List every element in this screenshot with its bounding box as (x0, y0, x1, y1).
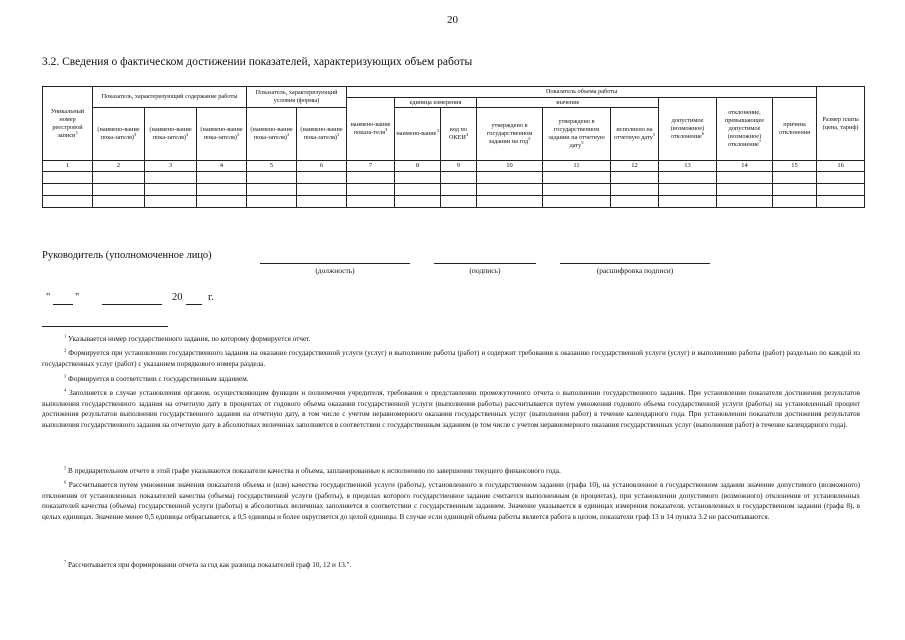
decoding-line (560, 263, 710, 264)
signature-caption: (подпись) (469, 266, 501, 275)
col-num: 15 (773, 161, 817, 172)
col-num: 11 (543, 161, 611, 172)
col-num: 14 (717, 161, 773, 172)
col-num: 10 (477, 161, 543, 172)
footnote-3: $^3$ Формируется в соответствии с государственным заданием. (64, 373, 249, 383)
col-num: 12 (611, 161, 659, 172)
position-line (260, 263, 410, 264)
date-quote-open: " (46, 292, 51, 303)
col-num: 6 (297, 161, 347, 172)
signature-line (434, 263, 536, 264)
col-num: 5 (247, 161, 297, 172)
col-content-indicator: Показатель, характеризующий содержание работы (93, 87, 247, 108)
date-suffix: г. (208, 292, 214, 303)
date-month-line (102, 304, 162, 305)
col-value: значение (477, 98, 659, 108)
col-approved-date: утверждено в государственном задании на отчетную дату$^5$ (543, 108, 611, 161)
col-exceeding-deviation: отклонение, превышающее допустимое (возможное) отклонение$^7$ (717, 98, 773, 161)
col-deviation-reason: причина отклонения (773, 98, 817, 161)
col-indicator-name: наимено-вание показа-теля$^3$ (347, 98, 395, 161)
col-unique-number: Уникальный номер реестровой записи$^3$ (43, 87, 93, 161)
col-sub-name-3: (наимено-вание пока-зателя)$^3$ (197, 108, 247, 161)
decoding-caption: (расшифровка подписи) (596, 266, 674, 275)
table-row (43, 196, 865, 208)
table-row (43, 184, 865, 196)
footnote-separator (42, 326, 168, 327)
page-number: 20 (447, 14, 458, 26)
col-unit: единица измерения (395, 98, 477, 108)
col-sub-name-4: (наимено-вание пока-зателя)$^3$ (247, 108, 297, 161)
volume-table (42, 86, 865, 208)
col-num: 7 (347, 161, 395, 172)
section-heading: 3.2. Сведения о фактическом достижении показателей, характеризующих объем работы (42, 56, 473, 68)
col-num: 4 (197, 161, 247, 172)
col-okei-code: код по ОКЕИ$^3$ (441, 108, 477, 161)
column-numbers-row (43, 161, 865, 172)
head-label: Руководитель (уполномоченное лицо) (42, 250, 212, 261)
date-year-line (186, 304, 202, 305)
table-row (43, 172, 865, 184)
col-allowed-deviation: допустимое (возможное) отклонение$^6$ (659, 98, 717, 161)
date-day-line (53, 304, 73, 305)
col-num: 2 (93, 161, 145, 172)
col-approved-year: утверждено в государственном задании на год$^3$ (477, 108, 543, 161)
col-num: 9 (441, 161, 477, 172)
col-num: 1 (43, 161, 93, 172)
footnote-1: $^1$ Указывается номер государственного задания, по которому формируется отчет. (64, 333, 311, 343)
col-executed-date: исполнено на отчетную дату$^5$ (611, 108, 659, 161)
date-century: 20 (172, 292, 183, 303)
col-volume-indicator: Показатель объема работы (347, 87, 817, 98)
col-fee-size: Размер платы (цена, тариф) (817, 87, 865, 161)
col-num: 8 (395, 161, 441, 172)
footnote-5: $^5$ В предварительном отчете в этой графе указываются показатели качества и объема, запланированные к исполнению по завершении текущего финансового года. (64, 465, 561, 475)
position-caption: (должность) (315, 266, 355, 275)
col-num: 3 (145, 161, 197, 172)
footnote-4: $^4$ Заполняется в случае установления органом, осуществляющим функции и полномочия учредителя, требования о представлении промежуточного отчета о выполнении государственного задания. При установлении показателя достижения результатов выполнения государственного задания на отчетную дату в процентах от годового объема оказания государственной услуги (выполнения работы) рассчитывается путем умножения годового объема государственной услуги (работы) на установленный процент достижения результатов выполнения государственного задания на отчетную дату, в том числе с учетом неравномерного оказания государственных услуг (выполнения работ) в течение календарного года. При установлении показателя достижения результатов выполнения государственного задания на отчетную дату в абсолютных величинах заполняется в соответствии с государственным заданием (в том числе с учетом неравномерного оказания государственных услуг (выполнения работ) в течение календарного года). (42, 387, 860, 429)
col-num: 13 (659, 161, 717, 172)
col-sub-name-1: (наимено-вание пока-зателя)$^3$ (93, 108, 145, 161)
col-num: 16 (817, 161, 865, 172)
footnote-2: $^2$ Формируется при установлении государственного задания на оказание государственной услуги (услуг) и выполнение работы (работ) и содержит требования к оказанию государственной услуги (услуг) и выполнению работы (работ) раздельно по каждой из государственных услуг (работ) с указанием порядкового номера раздела. (42, 347, 860, 368)
footnote-7: $^7$ Рассчитывается при формировании отчета за год как разница показателей граф 10, 12 и 13.". (64, 559, 352, 569)
col-conditions-indicator: Показатель, характеризующий условия (формы) (247, 87, 347, 108)
col-sub-name-5: (наимено-вание пока-зателя)$^3$ (297, 108, 347, 161)
date-quote-close: " (75, 292, 80, 303)
col-unit-name: наимено-вание$^3$ (395, 108, 441, 161)
footnote-6: $^6$ Рассчитывается путем умножения значения показателя объема и (или) качества государственной услуги (работы), установленного в государственном задании (графа 10), на установленное в государственном задании значение допустимого (возможного) отклонения от установленных показателей качества (объема) государственной услуги (работы), в пределах которого государственное задание считается выполненным (в процентах), при установлении допустимого (возможного) отклонения от установленных показателей качества (объема) государственной услуги (работы) в абсолютных величинах заполняется в соответствии с государственным заданием. Значение указывается в единицах измерения показателя, установленных в государственном задании (графа 8), в целых единицах. Значение менее 0,5 единицы отбрасывается, а 0,5 единицы и более округляется до целой единицы. В случае если единицей объема работы является работа в целом, показатели граф 13 и 14 пункта 3.2 не рассчитываются. (42, 479, 860, 521)
col-sub-name-2: (наимено-вание пока-зателя)$^3$ (145, 108, 197, 161)
